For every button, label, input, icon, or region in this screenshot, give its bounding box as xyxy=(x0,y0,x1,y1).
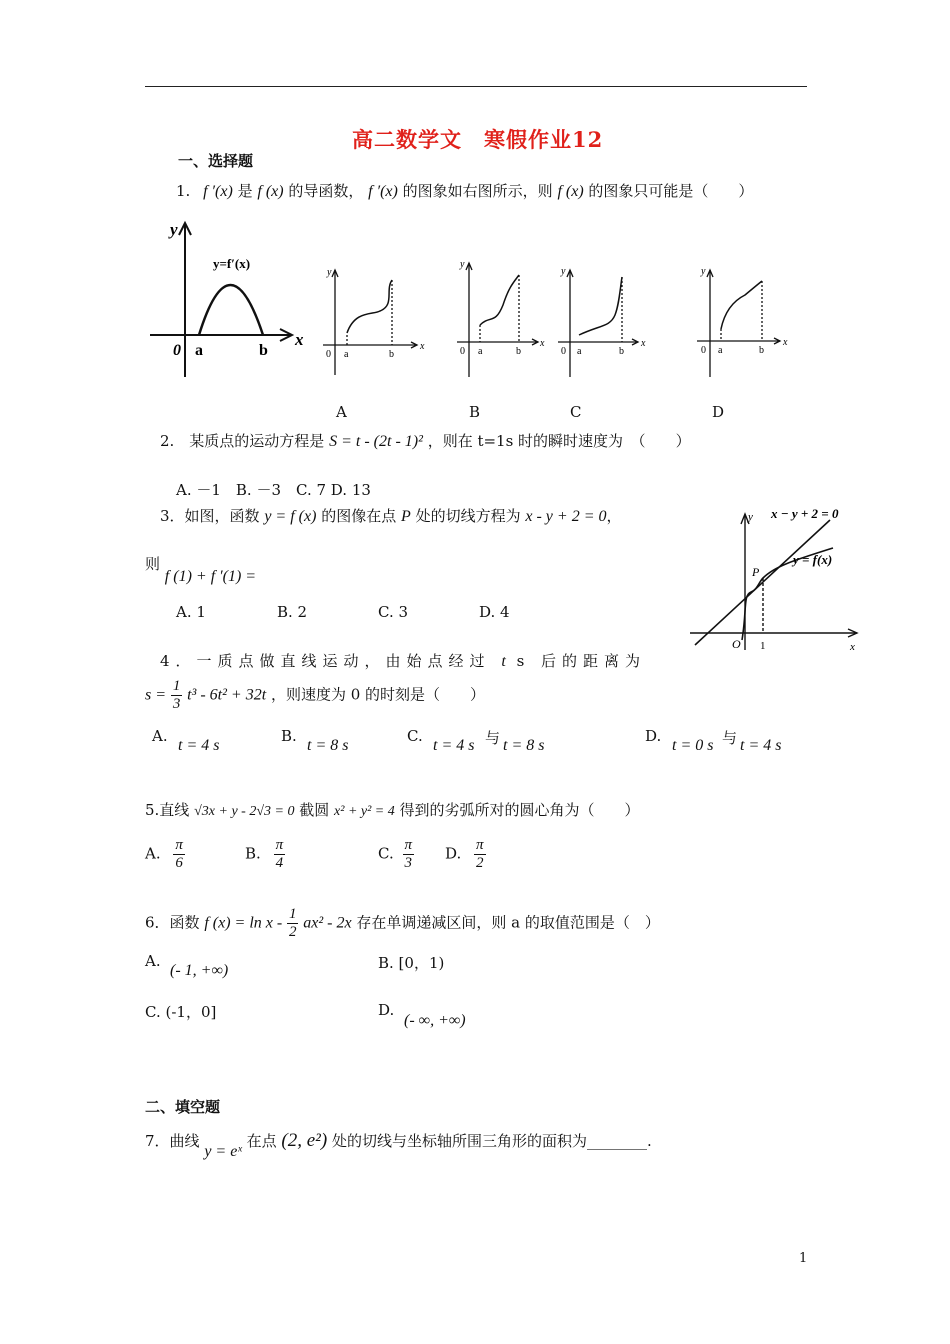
q7-text: 7．曲线 xyxy=(145,1132,200,1150)
q1-graph-c xyxy=(558,270,638,377)
q1-main-x: x xyxy=(295,330,304,349)
q1-graph-d xyxy=(697,270,780,377)
svg-text:x: x xyxy=(783,337,788,348)
q3-graph-y: y xyxy=(748,511,753,523)
q6-f2: ax² - 2x xyxy=(303,914,352,932)
q5-c-frac xyxy=(403,837,415,872)
q3-y: y = f (x) xyxy=(264,508,317,525)
q4-d-val2: t = 4 s xyxy=(740,737,782,754)
q6-opt-c: C. (-1，0] xyxy=(145,1003,217,1021)
svg-text:y: y xyxy=(460,259,465,270)
q4-text3: ，则速度为 0 的时刻是（ ） xyxy=(270,685,486,704)
svg-text:x: x xyxy=(420,341,425,352)
q4-c-label: C. xyxy=(407,727,423,745)
svg-text:0: 0 xyxy=(561,346,566,357)
svg-text:y: y xyxy=(701,266,706,277)
q3-text: 3．如图，函数 xyxy=(160,507,260,525)
q5-text: 5.直线 xyxy=(145,801,190,819)
q1-num: 1. xyxy=(176,182,191,200)
q5-text3: 得到的劣弧所对的圆心角为（ ） xyxy=(399,801,640,819)
q4-t: t xyxy=(501,653,506,670)
q1-opt-c: C xyxy=(570,403,582,421)
q5-circle: x² + y² = 4 xyxy=(334,804,395,819)
svg-text:0: 0 xyxy=(701,345,706,356)
q6-frac xyxy=(287,906,299,941)
q4-frac xyxy=(171,678,183,713)
q6-frac-num: 1 xyxy=(288,906,297,922)
section-choice: 一、选择题 xyxy=(178,152,254,170)
q5-d-num: π xyxy=(476,837,484,853)
q4-text: 4．一质点做直线运动，由始点经过 xyxy=(160,652,491,670)
q5-opt-a xyxy=(145,837,185,872)
q4-frac-num: 1 xyxy=(172,678,181,694)
q1-opt-a: A xyxy=(336,403,347,421)
q4-line xyxy=(160,650,646,671)
q5-a-frac xyxy=(173,837,185,872)
svg-text:0: 0 xyxy=(326,349,331,360)
q3-comma: ， xyxy=(606,507,622,525)
q5-a-num: π xyxy=(175,837,183,853)
q1-graph-b xyxy=(457,263,538,377)
q3-expr: f (1) + f ′(1) = xyxy=(164,568,257,585)
q7-curve: y = eˣ xyxy=(204,1143,242,1160)
q1-graph-text: 的图象如右图所示，则 xyxy=(402,182,553,200)
q2-formula: S = t - (2t - 1)² xyxy=(329,433,423,450)
q3-p: P xyxy=(401,508,411,525)
q6-opt-b: B. [0，1) xyxy=(378,954,445,972)
q3-graph-p: P xyxy=(752,565,760,579)
svg-text:b: b xyxy=(389,349,394,360)
q6-f1: f (x) = ln x - xyxy=(204,914,283,932)
q3-opt-d: D. 4 xyxy=(479,603,510,621)
q4-c-val2: t = 8 s xyxy=(503,737,545,754)
q5-a-label: A. xyxy=(145,844,161,863)
page-number: 1 xyxy=(799,1251,808,1266)
q5-b-frac xyxy=(274,837,286,872)
q3-graph-x: x xyxy=(850,641,855,653)
q3-graph-curve: y = f(x) xyxy=(793,552,833,567)
q4-b-label: B. xyxy=(281,727,297,745)
q1-main-graph xyxy=(150,223,292,377)
header-rule xyxy=(145,86,807,87)
q7-text3: 处的切线与坐标轴所围三角形的面积为________. xyxy=(332,1132,652,1150)
svg-text:b: b xyxy=(619,346,624,357)
q3-line-eq: x - y + 2 = 0 xyxy=(525,508,607,525)
q4-c-val1: t = 4 s xyxy=(433,737,475,754)
q3-text2: 的图像在点 xyxy=(321,507,397,525)
q3-opt-c: C. 3 xyxy=(378,603,409,621)
q3-line2 xyxy=(145,553,257,585)
svg-text:a: a xyxy=(478,346,483,357)
svg-text:y: y xyxy=(327,267,332,278)
q4-frac-den: 3 xyxy=(172,696,181,712)
q4-d-val1: t = 0 s xyxy=(672,737,714,754)
q5-text2: 截圆 xyxy=(299,801,330,819)
q2-line xyxy=(160,430,691,451)
q1-main-label: y=f′(x) xyxy=(213,256,251,271)
q5-opt-d xyxy=(445,837,486,872)
q3-then: 则 xyxy=(145,555,161,573)
q2-options: A. －1 B. －3 C. 7 D. 13 xyxy=(176,481,371,499)
q5-line-eq: √3x + y - 2√3 = 0 xyxy=(194,804,295,819)
q5-opt-c xyxy=(378,837,414,872)
q1-main-a: a xyxy=(195,342,203,359)
q6-a-label: A. xyxy=(145,952,161,970)
q3-opt-a: A. 1 xyxy=(176,603,206,621)
q7-line xyxy=(145,1130,652,1160)
q1-line xyxy=(176,180,753,201)
q1-fx: f (x) xyxy=(257,183,284,200)
svg-text:x: x xyxy=(540,338,545,349)
q6-text2: 存在单调递减区间，则 a 的取值范围是（ ） xyxy=(356,913,660,932)
svg-text:y: y xyxy=(561,266,566,277)
q3-line xyxy=(160,505,622,526)
svg-text:0: 0 xyxy=(460,346,465,357)
svg-text:x: x xyxy=(641,338,646,349)
q5-b-den: 4 xyxy=(275,855,284,871)
q1-main-y: y xyxy=(170,220,178,239)
q5-d-den: 2 xyxy=(476,855,484,871)
q5-b-num: π xyxy=(275,837,284,853)
q4-d-and: 与 xyxy=(722,729,738,747)
q6-a-val: (- 1, +∞) xyxy=(170,962,229,979)
svg-text:b: b xyxy=(759,345,764,356)
q1-fx2: f (x) xyxy=(557,183,584,200)
q4-formula: t³ - 6t² + 32t xyxy=(187,686,267,704)
q3-graph xyxy=(685,500,865,655)
q3-graph-1: 1 xyxy=(760,640,766,652)
q3-opt-b: B. 2 xyxy=(277,603,308,621)
q5-c-den: 3 xyxy=(404,855,412,871)
q5-d-frac xyxy=(474,837,486,872)
q4-s-eq: s = xyxy=(145,686,167,704)
q5-a-den: 6 xyxy=(175,855,183,871)
q5-opt-b xyxy=(245,837,285,872)
q1-opt-d: D xyxy=(712,403,725,421)
section-fill: 二、填空题 xyxy=(145,1098,221,1116)
q3-text3: 处的切线方程为 xyxy=(415,507,521,525)
q3-graph-o: O xyxy=(732,637,741,651)
q5-d-label: D. xyxy=(445,844,462,863)
q4-b-val: t = 8 s xyxy=(307,737,349,754)
q4-a-val: t = 4 s xyxy=(178,737,220,754)
q1-graph-a xyxy=(323,270,417,375)
svg-text:a: a xyxy=(577,346,582,357)
q4-c-and: 与 xyxy=(485,729,501,747)
q1-main-b: b xyxy=(259,342,268,359)
q1-ask: 的图象只可能是（ ） xyxy=(588,182,754,200)
q1-opt-b: B xyxy=(469,403,481,421)
q5-c-label: C. xyxy=(378,844,394,863)
q5-line xyxy=(145,799,640,820)
q1-graphs xyxy=(145,215,795,390)
q5-c-num: π xyxy=(404,837,413,853)
q5-b-label: B. xyxy=(245,844,261,863)
q4-text2: s 后的距离为 xyxy=(516,652,647,670)
q1-main-o: 0 xyxy=(173,342,181,359)
q1-deriv: 的导函数， xyxy=(288,182,364,200)
q6-line xyxy=(145,906,660,941)
q6-d-label: D. xyxy=(378,1001,395,1019)
q7-text2: 在点 xyxy=(246,1132,277,1150)
q4-d-label: D. xyxy=(645,727,662,745)
svg-text:a: a xyxy=(344,349,349,360)
q4-a-label: A. xyxy=(152,727,168,745)
q4-formula-line xyxy=(145,678,485,713)
page-title: 高二数学文 寒假作业12 xyxy=(352,127,604,152)
q6-d-val: (- ∞, +∞) xyxy=(404,1012,466,1029)
q2-text: 2. 某质点的运动方程是 xyxy=(160,432,325,450)
q7-point: (2, e²) xyxy=(281,1130,328,1151)
q3-graph-line: x − y + 2 = 0 xyxy=(771,506,839,521)
q1-fprime2: f ′(x) xyxy=(368,183,398,200)
q6-text: 6．函数 xyxy=(145,913,200,932)
q2-text2: ，则在 t=1s 时的瞬时速度为 （ ） xyxy=(427,432,691,450)
q1-fprime: f ′(x) xyxy=(203,183,233,200)
svg-text:b: b xyxy=(516,346,521,357)
svg-text:a: a xyxy=(718,345,723,356)
q1-is: 是 xyxy=(237,182,253,200)
q6-frac-den: 2 xyxy=(288,924,297,940)
